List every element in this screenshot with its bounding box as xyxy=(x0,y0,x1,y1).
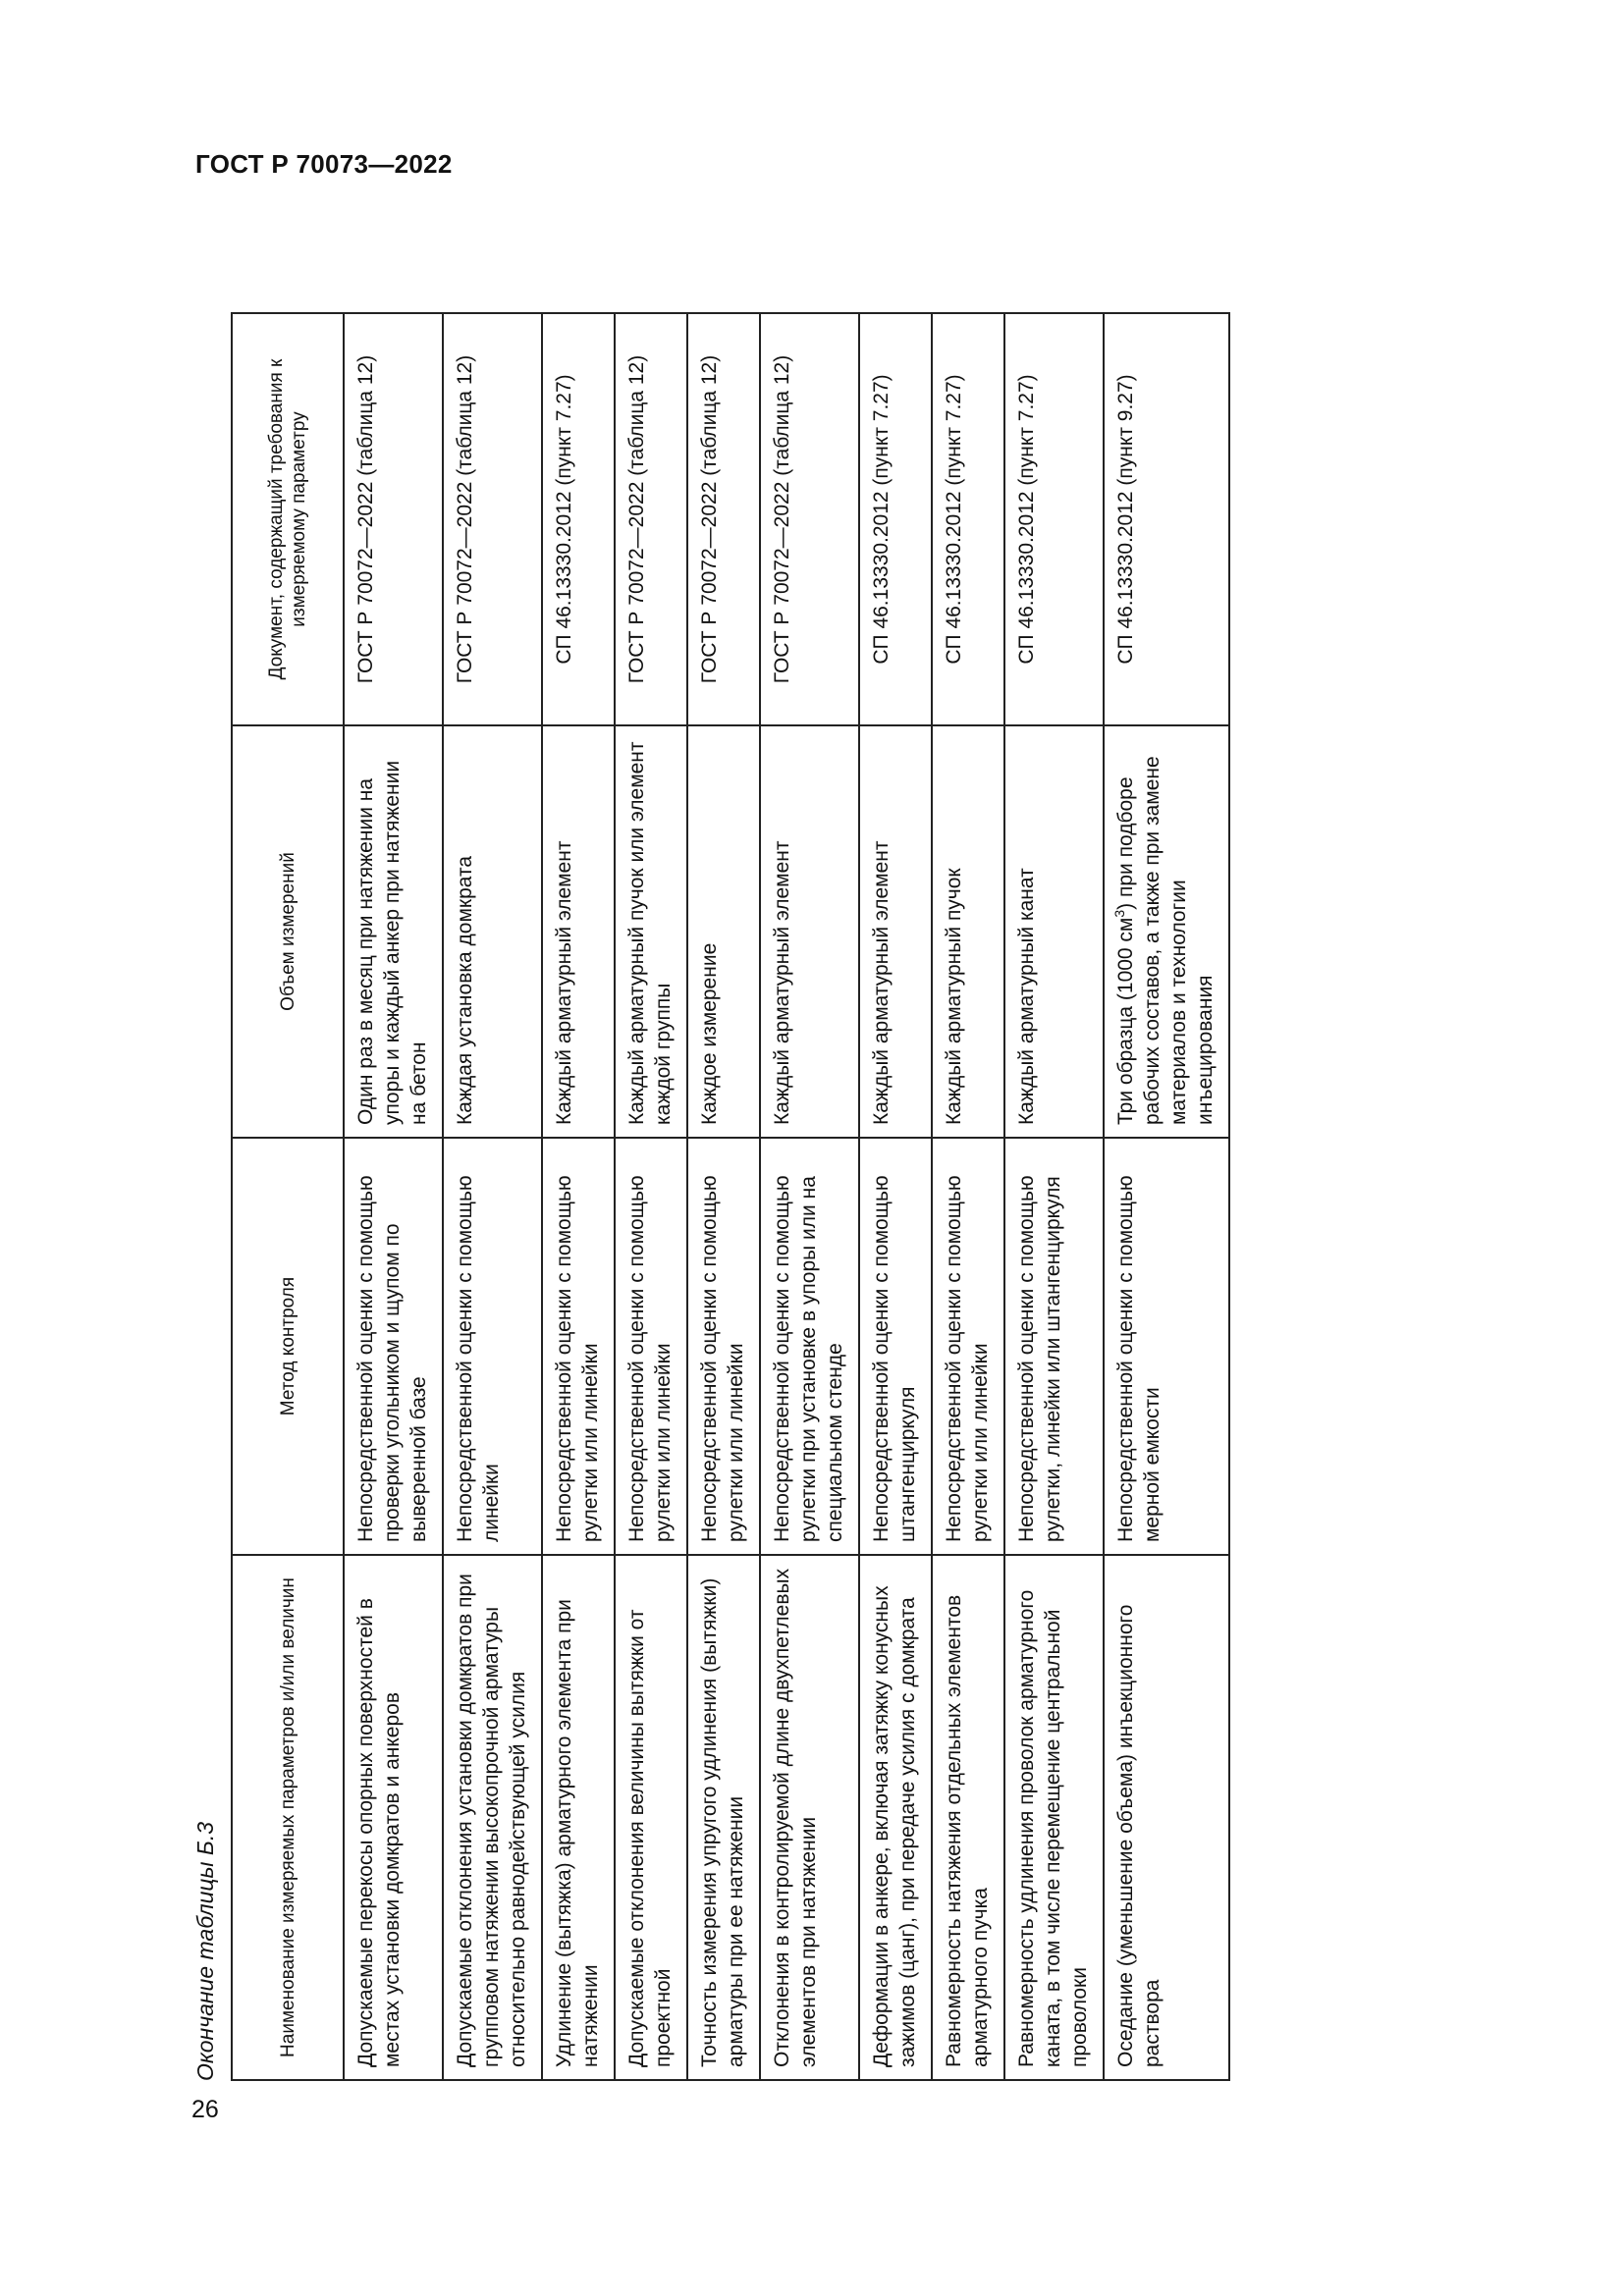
cell-scope: Каждый арматурный элемент xyxy=(542,725,615,1138)
cell-parameter: Оседание (уменьшение объема) инъекционного раствора xyxy=(1104,1555,1229,2080)
table-row xyxy=(1004,313,1104,2080)
measurement-table xyxy=(231,312,1230,2081)
cell-parameter: Допускаемые отклонения установки домкратов при групповом натяжении высокопрочной арматуры относительно равнодействующей усилия xyxy=(443,1555,542,2080)
cell-method: Непосредственной оценки с помощью штангенциркуля xyxy=(859,1138,932,1555)
cell-method: Непосредственной оценки с помощью мерной емкости xyxy=(1104,1138,1229,1555)
cell-document: СП 46.13330.2012 (пункт 7.27) xyxy=(932,313,1004,725)
cell-method: Непосредственной оценки с помощью рулетки или линейки xyxy=(932,1138,1004,1555)
document-code: ГОСТ Р 70073—2022 xyxy=(195,149,453,179)
cell-document: ГОСТ Р 70072—2022 (таблица 12) xyxy=(344,313,443,725)
header-document: Документ, содержащий требования к измеряемому параметру xyxy=(232,313,344,725)
cell-parameter: Равномерность натяжения отдельных элементов арматурного пучка xyxy=(932,1555,1004,2080)
header-scope: Объем измерений xyxy=(232,725,344,1138)
table-header-row xyxy=(232,313,344,2080)
cell-scope: Каждая установка домкрата xyxy=(443,725,542,1138)
table-row xyxy=(932,313,1004,2080)
cell-method: Непосредственной оценки с помощью рулетки или линейки xyxy=(542,1138,615,1555)
cell-parameter: Допускаемые перекосы опорных поверхностей в местах установки домкратов и анкеров xyxy=(344,1555,443,2080)
cell-method: Непосредственной оценки с помощью проверки угольником и щупом по выверенной базе xyxy=(344,1138,443,1555)
header-method: Метод контроля xyxy=(232,1138,344,1555)
cell-scope: Каждый арматурный пучок или элемент каждой группы xyxy=(615,725,687,1138)
cell-parameter: Точность измерения упругого удлинения (вытяжки) арматуры при ее натяжении xyxy=(687,1555,760,2080)
cell-scope: Каждое измерение xyxy=(687,725,760,1138)
table-row xyxy=(344,313,443,2080)
cell-scope: Один раз в месяц при натяжении на упоры и каждый анкер при натяжении на бетон xyxy=(344,725,443,1138)
cell-method: Непосредственной оценки с помощью линейки xyxy=(443,1138,542,1555)
cell-method: Непосредственной оценки с помощью рулетки или линейки xyxy=(615,1138,687,1555)
table-row xyxy=(615,313,687,2080)
cell-document: СП 46.13330.2012 (пункт 7.27) xyxy=(1004,313,1104,725)
rotated-table-block xyxy=(191,314,1321,2081)
header-parameter: Наименование измеряемых параметров и/или величин xyxy=(232,1555,344,2080)
table-row xyxy=(760,313,859,2080)
cell-parameter: Деформации в анкере, включая затяжку конусных зажимов (цанг), при передаче усилия с домкрата xyxy=(859,1555,932,2080)
cell-document: СП 46.13330.2012 (пункт 7.27) xyxy=(542,313,615,725)
cell-document: СП 46.13330.2012 (пункт 7.27) xyxy=(859,313,932,725)
cell-method: Непосредственной оценки с помощью рулетки, линейки или штангенциркуля xyxy=(1004,1138,1104,1555)
cell-scope: Каждый арматурный пучок xyxy=(932,725,1004,1138)
scope-text-end: ) при подборе рабочих составов, а также при замене материалов и технологии инъецирования xyxy=(1114,756,1217,1125)
cell-parameter: Равномерность удлинения проволок арматурного каната, в том числе перемещение центральной проволоки xyxy=(1004,1555,1104,2080)
table-caption: Окончание таблицы Б.3 xyxy=(192,1821,218,2081)
cell-parameter: Отклонения в контролируемой длине двухпетлевых элементов при натяжении xyxy=(760,1555,859,2080)
scope-text-start: Три образца (1000 см xyxy=(1114,917,1137,1125)
cell-document: ГОСТ Р 70072—2022 (таблица 12) xyxy=(687,313,760,725)
cell-document: ГОСТ Р 70072—2022 (таблица 12) xyxy=(760,313,859,725)
cell-document: СП 46.13330.2012 (пункт 9.27) xyxy=(1104,313,1229,725)
cell-method: Непосредственной оценки с помощью рулетки или линейки xyxy=(687,1138,760,1555)
page-number: 26 xyxy=(191,2096,219,2123)
table-row xyxy=(443,313,542,2080)
cell-scope: Каждый арматурный элемент xyxy=(859,725,932,1138)
cell-parameter: Удлинение (вытяжка) арматурного элемента при натяжении xyxy=(542,1555,615,2080)
cell-document: ГОСТ Р 70072—2022 (таблица 12) xyxy=(443,313,542,725)
table-row xyxy=(859,313,932,2080)
table-row xyxy=(1104,313,1229,2080)
cell-scope: Каждый арматурный канат xyxy=(1004,725,1104,1138)
cell-scope: Каждый арматурный элемент xyxy=(760,725,859,1138)
cell-scope xyxy=(1104,725,1229,1138)
table-row xyxy=(542,313,615,2080)
table-row xyxy=(687,313,760,2080)
cell-parameter: Допускаемые отклонения величины вытяжки от проектной xyxy=(615,1555,687,2080)
cell-document: ГОСТ Р 70072—2022 (таблица 12) xyxy=(615,313,687,725)
cubic-superscript: 3 xyxy=(1111,909,1127,918)
cell-method: Непосредственной оценки с помощью рулетки при установке в упоры или на специальном стенде xyxy=(760,1138,859,1555)
